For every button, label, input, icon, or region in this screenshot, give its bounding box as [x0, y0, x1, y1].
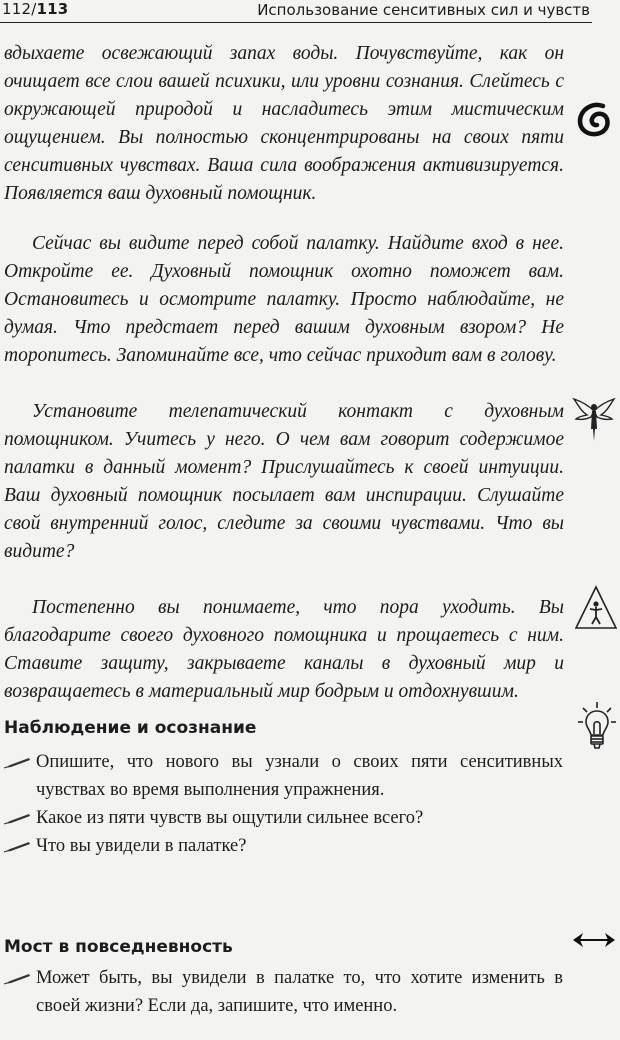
bridge-list [36, 964, 563, 1020]
pen-icon [2, 756, 32, 770]
paragraph-3 [4, 398, 564, 566]
list-item [36, 964, 563, 1020]
header-rule [0, 22, 592, 23]
paragraph-text: вдыхаете освежающий запах воды. Почувствуйте, как он очищает все слои вашей психики, или уровни сознания. Слейтесь с окружающей природой и насладитесь этим мистическим ощущением. Вы полностью сконцентрированы на своих пяти сенситивных чувствах. Ваша сила воображения активизируется. Появляется ваш духовный помощник. [4, 43, 564, 204]
list-item [36, 832, 563, 860]
observation-list [36, 748, 563, 860]
page-number-right: 113 [36, 0, 69, 18]
list-item-text: Какое из пяти чувств вы ощутили сильнее всего? [36, 808, 424, 828]
observation-heading: Наблюдение и осознание [4, 718, 257, 738]
list-item [36, 804, 563, 832]
list-item-text: Может быть, вы увидели в палатке то, что хотите изменить в своей жизни? Если да, запишите, что именно. [36, 968, 563, 1016]
angel-icon [572, 395, 616, 443]
running-title: Использование сенситивных сил и чувств [257, 1, 590, 19]
bridge-heading: Мост в повседневность [4, 937, 233, 957]
pen-icon [2, 812, 32, 826]
pen-icon [2, 840, 32, 854]
paragraph-text: Установите телепатический контакт с духовным помощником. Учитесь у него. О чем вам говорит содержимое палатки в данный момент? Прислушайтесь к своей интуиции. Ваш духовный помощник посылает вам инспирации. Слушайте свой внутренний голос, следите за своими чувствами. Что вы видите? [4, 401, 564, 562]
paragraph-text: Сейчас вы видите перед собой палатку. Найдите вход в нее. Откройте ее. Духовный помощник охотно поможет вам. Остановитесь и осмотрите палатку. Просто наблюдайте, не думая. Что предстает перед вашим духовным взором? Не торопитесь. Запоминайте все, что сейчас приходит вам в голову. [4, 233, 564, 366]
page-number-left: 112/ [2, 0, 37, 18]
paragraph-1 [4, 40, 564, 208]
page-numbers [2, 0, 68, 18]
paragraph-4 [4, 594, 564, 706]
list-item-text: Опишите, что нового вы узнали о своих пяти сенситивных чувствах во время выполнения упражнения. [36, 752, 563, 800]
spiral-icon [574, 100, 614, 138]
pen-icon [2, 972, 32, 986]
pyramid-figure-icon [574, 585, 618, 631]
paragraph-2 [4, 230, 564, 370]
paragraph-text: Постепенно вы понимаете, что пора уходить. Вы благодарите своего духовного помощника и прощаетесь с ним. Ставите защиту, закрываете каналы в духовный мир и возвращаетесь в материальный мир бодрым и отдохнувшим. [4, 597, 564, 702]
list-item-text: Что вы увидели в палатке? [36, 836, 247, 856]
double-arrow-icon [572, 930, 616, 950]
list-item [36, 748, 563, 804]
lightbulb-icon [577, 700, 617, 752]
page-header [0, 0, 620, 26]
